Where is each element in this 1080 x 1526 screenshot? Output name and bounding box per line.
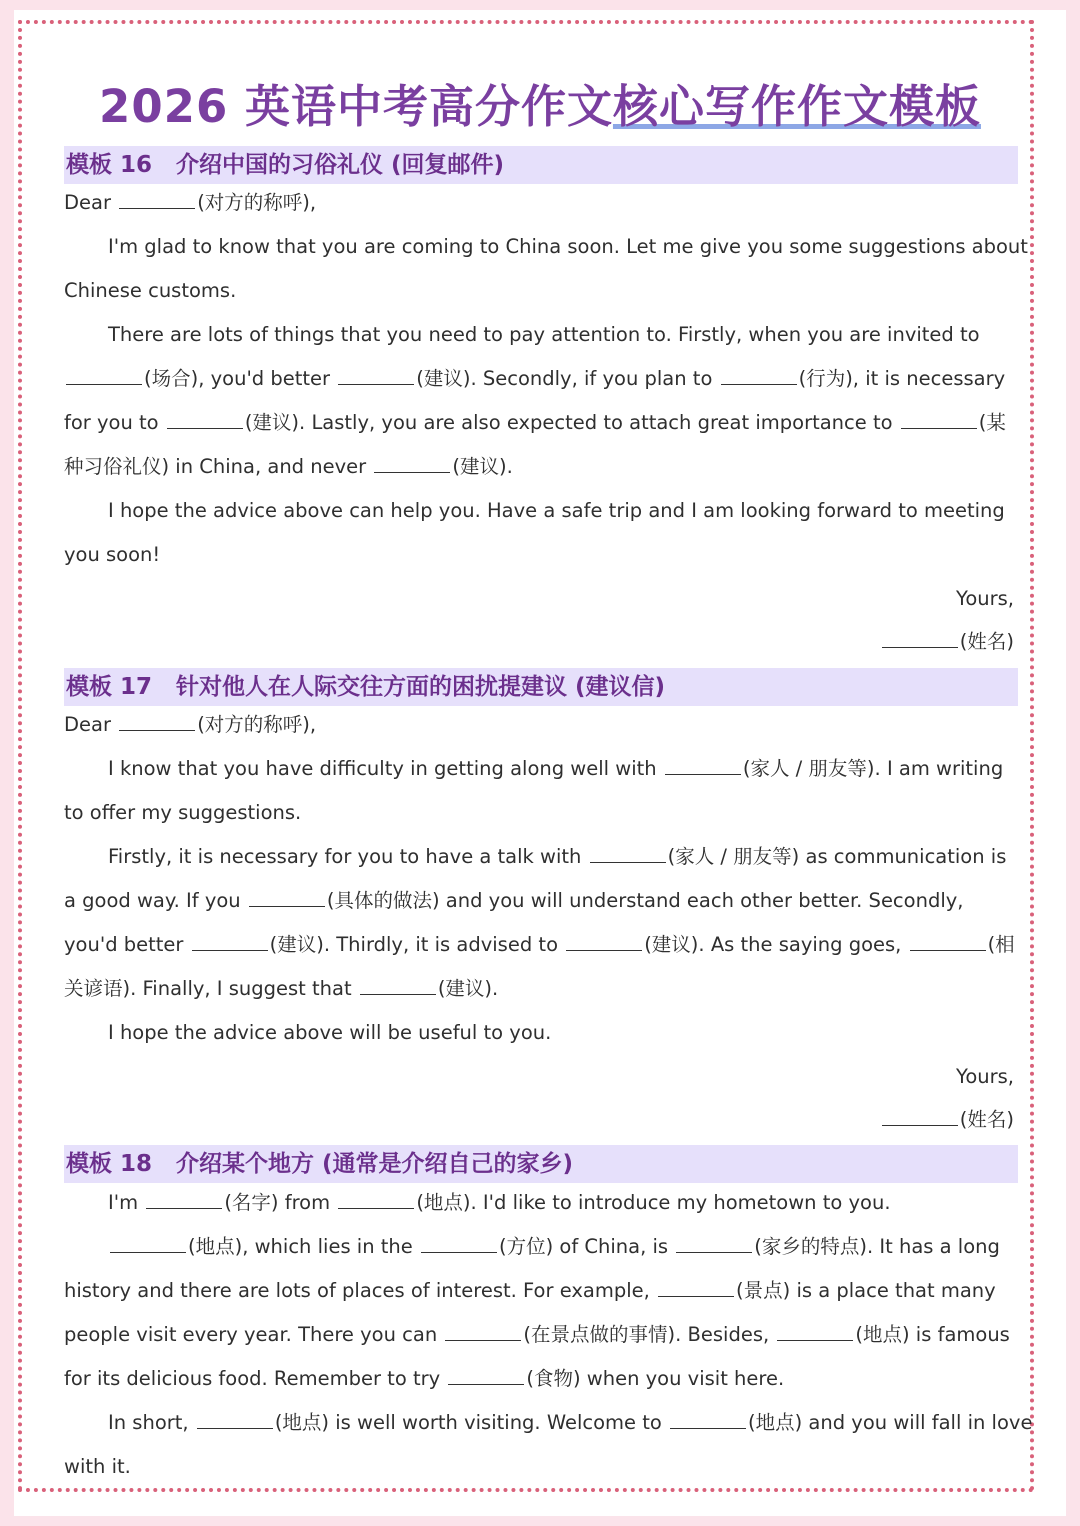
fill-in-blank xyxy=(665,758,741,775)
text-segment: I hope the advice above can help you. Have a safe trip and I am looking forward to meeting xyxy=(108,499,1005,522)
section-header xyxy=(64,668,1018,706)
section-number: 模板 17 xyxy=(66,674,153,700)
fill-in-blank xyxy=(777,1324,853,1341)
fill-in-blank xyxy=(374,456,450,473)
text-line xyxy=(64,276,1024,306)
signature-line xyxy=(64,627,1014,657)
text-segment: In short, xyxy=(108,1411,195,1434)
text-line xyxy=(108,1018,1024,1048)
text-segment: (家人 / 朋友等) as communication is xyxy=(667,845,1007,868)
text-segment: (方位) of China, is xyxy=(498,1235,675,1258)
fill-in-blank xyxy=(249,890,325,907)
fill-in-blank xyxy=(338,368,414,385)
fill-in-blank xyxy=(192,934,268,951)
text-line xyxy=(64,408,1024,438)
section-heading: 介绍中国的习俗礼仪 (回复邮件) xyxy=(176,152,505,178)
fill-in-blank xyxy=(590,846,666,863)
title-main: 2026 英语中考高分作文 xyxy=(99,80,613,133)
text-segment: (在景点做的事情). Besides, xyxy=(523,1323,776,1346)
page-title xyxy=(0,70,1080,135)
text-line xyxy=(64,930,1024,960)
fill-in-blank xyxy=(882,631,958,648)
text-segment: history and there are lots of places of interest. For example, xyxy=(64,1279,657,1302)
text-segment: Firstly, it is necessary for you to have a talk with xyxy=(108,845,588,868)
text-segment: a good way. If you xyxy=(64,889,247,912)
text-line xyxy=(64,974,1024,1004)
text-segment: I'm glad to know that you are coming to China soon. Let me give you some suggestions about xyxy=(108,235,1028,258)
text-segment: (景点) is a place that many xyxy=(736,1279,996,1302)
text-segment: (场合), you'd better xyxy=(144,367,337,390)
text-segment: for its delicious food. Remember to try xyxy=(64,1367,447,1390)
text-segment: I hope the advice above will be useful to you. xyxy=(108,1021,552,1044)
text-segment: (建议). xyxy=(437,977,499,1000)
text-segment: (对方的称呼), xyxy=(197,191,317,214)
text-segment: (建议). Thirdly, it is advised to xyxy=(269,933,565,956)
text-segment: (建议). xyxy=(452,455,513,478)
text-segment: (具体的做法) and you will understand each other better. Secondly, xyxy=(326,889,964,912)
text-segment: (地点) and you will fall in love xyxy=(748,1411,1033,1434)
text-segment: There are lots of things that you need to pay attention to. Firstly, when you are invited to xyxy=(108,323,980,346)
fill-in-blank xyxy=(146,1192,222,1209)
text-segment: Dear xyxy=(64,713,118,736)
fill-in-blank xyxy=(197,1412,273,1429)
fill-in-blank xyxy=(119,714,195,731)
text-line xyxy=(64,886,1024,916)
text-segment: Chinese customs. xyxy=(64,279,237,302)
fill-in-blank xyxy=(670,1412,746,1429)
fill-in-blank xyxy=(167,412,243,429)
section-header xyxy=(64,1145,1018,1183)
signature-line xyxy=(64,1105,1014,1135)
text-segment: (地点) is well worth visiting. Welcome to xyxy=(274,1411,668,1434)
text-segment: (地点), which lies in the xyxy=(188,1235,419,1258)
text-line xyxy=(108,320,1024,350)
text-line xyxy=(108,1408,1033,1438)
text-segment: to offer my suggestions. xyxy=(64,801,302,824)
closing: Yours, xyxy=(956,587,1014,610)
fill-in-blank xyxy=(901,412,977,429)
text-line xyxy=(108,1188,1024,1218)
text-line xyxy=(64,452,1024,482)
text-segment: with it. xyxy=(64,1455,131,1478)
text-segment: (名字) from xyxy=(224,1191,337,1214)
fill-in-blank xyxy=(110,1236,186,1253)
text-segment: I'm xyxy=(108,1191,145,1214)
text-line xyxy=(64,710,1024,740)
text-segment: (建议). Lastly, you are also expected to attach great importance to xyxy=(244,411,899,434)
text-segment: (食物) when you visit here. xyxy=(526,1367,785,1390)
text-line xyxy=(108,1232,1024,1262)
text-segment: for you to xyxy=(64,411,165,434)
text-segment: (地点) is famous xyxy=(855,1323,1010,1346)
text-segment: people visit every year. There you can xyxy=(64,1323,444,1346)
fill-in-blank xyxy=(910,934,986,951)
text-segment: (相 xyxy=(987,933,1015,956)
fill-in-blank xyxy=(360,978,436,995)
section-number: 模板 18 xyxy=(66,1151,153,1177)
text-line xyxy=(64,1364,1024,1394)
text-segment: you soon! xyxy=(64,543,161,566)
text-line xyxy=(108,754,1024,784)
fill-in-blank xyxy=(658,1280,734,1297)
text-line xyxy=(108,842,1024,872)
fill-in-blank xyxy=(882,1109,958,1126)
text-segment: 种习俗礼仪) in China, and never xyxy=(64,455,373,478)
closing: Yours, xyxy=(956,1065,1014,1088)
text-line xyxy=(64,1452,1024,1482)
fill-in-blank xyxy=(721,368,797,385)
text-segment: Dear xyxy=(64,191,118,214)
section-heading: 针对他人在人际交往方面的困扰提建议 (建议信) xyxy=(176,674,666,700)
text-segment: (对方的称呼), xyxy=(197,713,317,736)
text-segment: (行为), it is necessary xyxy=(798,367,1006,390)
section-number: 模板 16 xyxy=(66,152,153,178)
text-line xyxy=(64,540,1024,570)
fill-in-blank xyxy=(66,368,142,385)
fill-in-blank xyxy=(445,1324,521,1341)
text-line xyxy=(64,364,1024,394)
fill-in-blank xyxy=(338,1192,414,1209)
fill-in-blank xyxy=(566,934,642,951)
title-highlight: 核心写作作文模板 xyxy=(612,80,981,133)
text-segment: (建议). As the saying goes, xyxy=(644,933,908,956)
text-segment: you'd better xyxy=(64,933,190,956)
text-line xyxy=(64,798,1024,828)
section-heading: 介绍某个地方 (通常是介绍自己的家乡) xyxy=(176,1151,574,1177)
text-line xyxy=(64,1320,1024,1350)
signature-label: (姓名) xyxy=(959,1108,1014,1131)
text-segment: (家人 / 朋友等). I am writing xyxy=(742,757,1004,780)
fill-in-blank xyxy=(119,192,195,209)
fill-in-blank xyxy=(448,1368,524,1385)
signature-label: (姓名) xyxy=(959,630,1014,653)
fill-in-blank xyxy=(676,1236,752,1253)
fill-in-blank xyxy=(421,1236,497,1253)
text-line xyxy=(64,188,1024,218)
section-header xyxy=(64,146,1018,184)
text-segment: (地点). I'd like to introduce my hometown to you. xyxy=(416,1191,891,1214)
text-line xyxy=(108,232,1028,262)
text-segment: 关谚语). Finally, I suggest that xyxy=(64,977,358,1000)
text-segment: (家乡的特点). It has a long xyxy=(754,1235,1000,1258)
text-line xyxy=(64,1276,1024,1306)
text-segment: I know that you have difficulty in getting along well with xyxy=(108,757,663,780)
text-segment: (某 xyxy=(978,411,1006,434)
text-segment: (建议). Secondly, if you plan to xyxy=(416,367,719,390)
text-line xyxy=(108,496,1024,526)
